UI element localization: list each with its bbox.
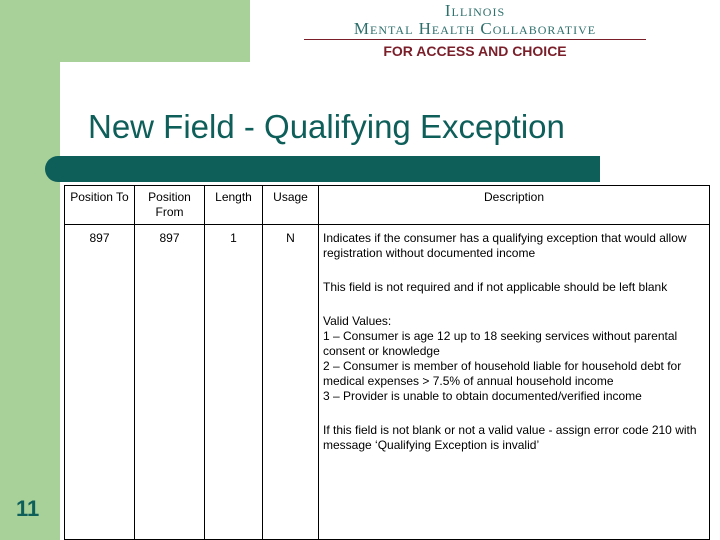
cell-length: 1 [205, 225, 263, 540]
slide-title: New Field - Qualifying Exception [88, 108, 565, 145]
logo-rule [304, 39, 646, 40]
header-length: Length [205, 186, 263, 225]
cell-usage: N [263, 225, 319, 540]
valid-values-block [323, 314, 705, 404]
header-description: Description [319, 186, 710, 225]
logo-line-illinois: Illinois [444, 1, 506, 20]
valid-value-1: 1 – Consumer is age 12 up to 18 seeking services without parental consent or knowledge [323, 329, 678, 358]
header-usage: Usage [263, 186, 319, 225]
description-paragraph: This field is not required and if not applicable should be left blank [323, 280, 668, 294]
cell-description [319, 225, 710, 540]
valid-values-title: Valid Values: [323, 314, 392, 328]
logo-line-name: Mental Health Collaborative [353, 19, 597, 38]
cell-position-to: 897 [65, 225, 135, 540]
collaborative-logo [300, 2, 650, 62]
header-position-from: Position From [135, 186, 205, 225]
header-position-to: Position To [65, 186, 135, 225]
logo-tagline: FOR ACCESS AND CHOICE [383, 43, 567, 59]
cell-position-from: 897 [135, 225, 205, 540]
field-spec-table [64, 185, 710, 540]
table-header-row [65, 186, 710, 225]
green-side-band [0, 0, 60, 540]
description-paragraph: If this field is not blank or not a valid value - assign error code 210 with message ‘Qualifying Exception is invalid’ [323, 423, 697, 452]
table-row [65, 225, 710, 540]
green-top-band [0, 0, 250, 62]
description-paragraph: Indicates if the consumer has a qualifying exception that would allow registration without documented income [323, 231, 687, 260]
page-number: 11 [16, 496, 40, 521]
valid-value-3: 3 – Provider is unable to obtain documented/verified income [323, 389, 642, 403]
title-underline-bar [45, 156, 600, 182]
valid-value-2: 2 – Consumer is member of household liable for household debt for medical expenses > 7.5% of annual household income [323, 359, 682, 388]
